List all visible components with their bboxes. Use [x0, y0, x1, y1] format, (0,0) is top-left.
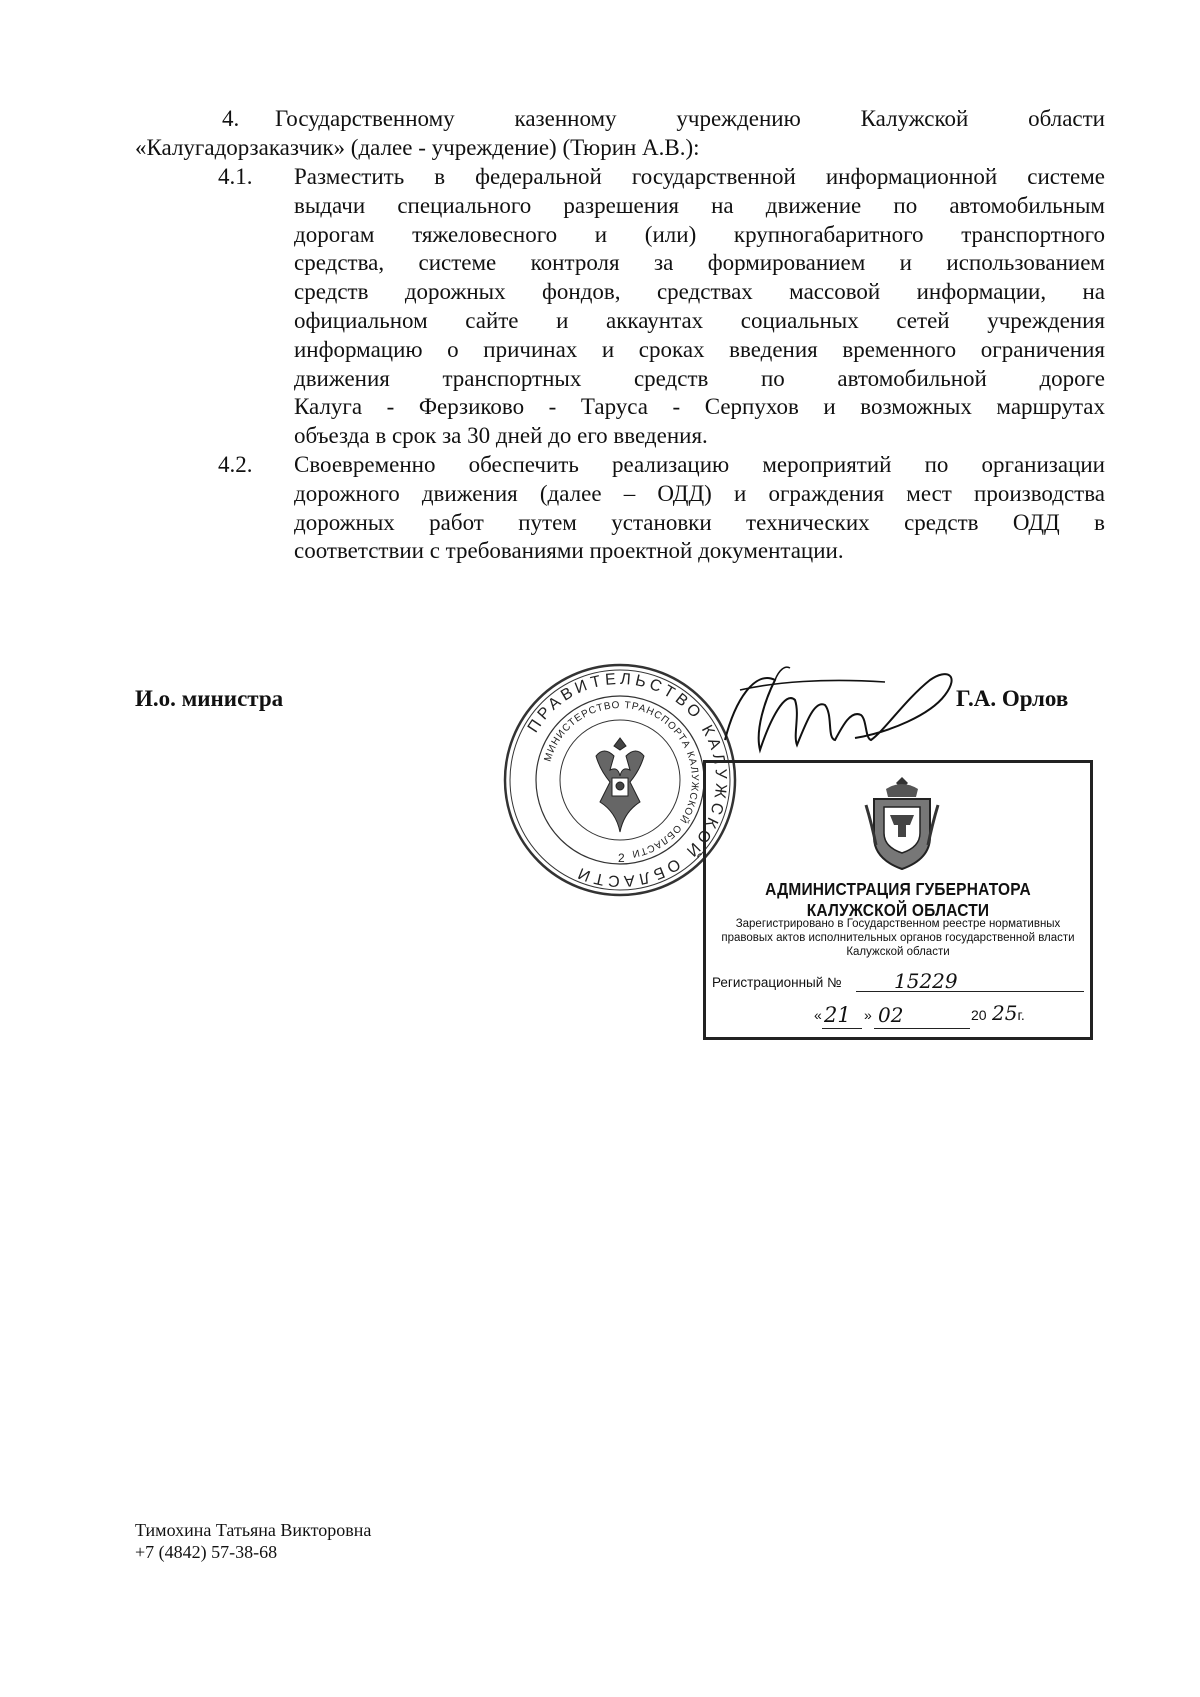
executor-phone: +7 (4842) 57-38-68: [135, 1542, 278, 1562]
date-month-underline: [874, 1028, 970, 1029]
registration-number-underline: [856, 991, 1084, 992]
item-4-1-line: официальном сайте и аккаунтах социальных сетей учреждения: [294, 307, 1105, 333]
item-4-2-line: Своевременно обеспечить реализацию мероприятий по организации: [294, 452, 1105, 477]
seal-inner-text: МИНИСТЕРСТВО ТРАНСПОРТА КАЛУЖСКОЙ ОБЛАСТИ: [542, 699, 701, 860]
registration-date-month: 02: [878, 1003, 904, 1027]
item-4-1-line: Разместить в федеральной государственной информационной системе: [294, 164, 1105, 189]
item-4-number: 4.: [222, 106, 240, 131]
item-4-1-line: выдачи специального разрешения на движение по автомобильным: [294, 192, 1105, 218]
seal-number: 2: [618, 851, 625, 865]
item-4-1-line: дорогам тяжеловесного и (или) крупногабаритного транспортного: [294, 221, 1105, 247]
registration-date-year-suffix: [992, 1001, 1025, 1025]
item-4-2-line: соответствии с требованиями проектной документации.: [294, 538, 844, 564]
item-4-1-line: средств дорожных фондов, средствах массовой информации, на: [294, 279, 1105, 305]
item-4-1-line: Калуга - Ферзиково - Таруса - Серпухов и возможных маршрутах: [294, 394, 1105, 420]
registration-authority-title: АДМИНИСТРАЦИЯ ГУБЕРНАТОРА КАЛУЖСКОЙ ОБЛАСТИ: [765, 880, 1031, 921]
item-4-1-line: средства, системе контроля за формированием и использованием: [294, 250, 1105, 276]
registration-date-year-prefix: 20: [971, 1007, 987, 1023]
date-day-underline: [822, 1028, 862, 1029]
registration-stamp: [703, 760, 1093, 1040]
item-4-1-body: [294, 163, 1105, 451]
kaluga-coat-of-arms-icon: [864, 775, 940, 871]
eagle-emblem-icon: [596, 738, 644, 832]
year-suffix-value: 25: [992, 1001, 1018, 1025]
signatory-role: И.о. министра: [135, 686, 284, 711]
registration-number-label: Регистрационный №: [712, 975, 842, 990]
item-4-2-line: дорожных работ путем установки технических средств ОДД в: [294, 509, 1105, 535]
item-4-2-number: 4.2.: [218, 452, 253, 477]
item-4-1-line: информацию о причинах и сроках введения временного ограничения: [294, 336, 1105, 362]
year-unit: г.: [1017, 1007, 1025, 1023]
item-4-line-2: «Калугадорзаказчик» (далее - учреждение) (Тюрин А.В.):: [135, 135, 700, 160]
registration-number-value: 15229: [894, 969, 958, 993]
registration-description: [712, 917, 1084, 959]
item-4-2-body: [294, 451, 1105, 566]
registration-description-line: Калужской области: [846, 946, 950, 958]
registration-description-line: Зарегистрировано в Государственном реестре нормативных: [735, 918, 1061, 930]
date-quote-close: »: [864, 1007, 872, 1023]
seal-outer-text: ПРАВИТЕЛЬСТВО КАЛУЖСКОЙ ОБЛАСТИ: [524, 670, 730, 890]
item-4-1-number: 4.1.: [218, 164, 253, 189]
handwritten-signature: [715, 660, 965, 760]
registration-description-line: правовых актов исполнительных органов государственной власти: [721, 932, 1075, 944]
date-quote-open: «: [814, 1007, 822, 1023]
executor-name: Тимохина Татьяна Викторовна: [135, 1520, 372, 1540]
signatory-name: Г.А. Орлов: [956, 686, 1069, 711]
registration-date-day: 21: [824, 1003, 851, 1027]
item-4-2-line: дорожного движения (далее – ОДД) и ограждения мест производства: [294, 480, 1105, 506]
item-4-1-line: движения транспортных средств по автомобильной дороге: [294, 365, 1105, 391]
item-4-line-1: Государственному казенному учреждению Калужской области: [275, 106, 1105, 131]
item-4-1-line: объезда в срок за 30 дней до его введения.: [294, 423, 708, 449]
